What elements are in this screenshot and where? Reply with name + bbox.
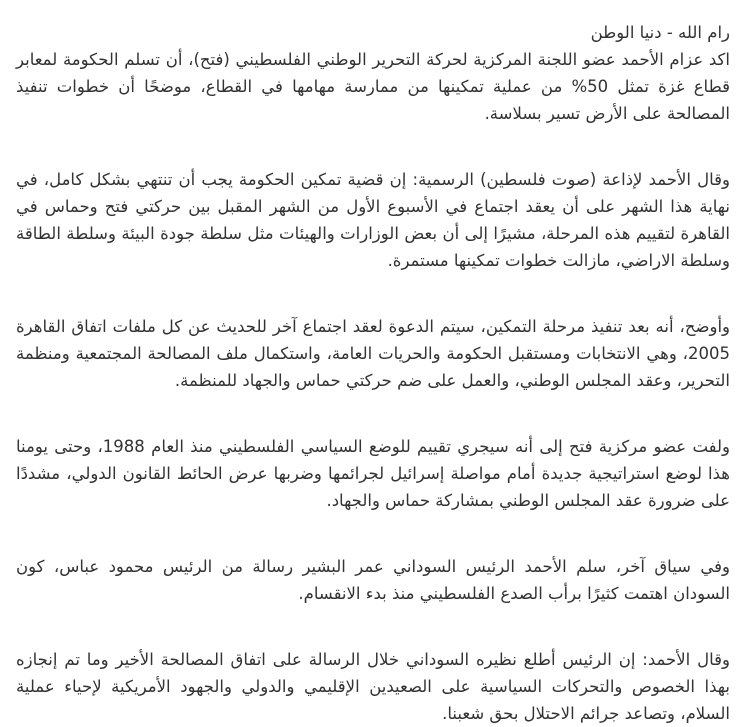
article-paragraph-2: وقال الأحمد لإذاعة (صوت فلسطين) الرسمية: إن قضية تمكين الحكومة يجب أن تنتهي بشكل كامل، في نهاية هذا الشهر على أن يعقد اجتماع في الأسبوع الأول من الشهر المقبل بين حركتي فتح وحماس في القاهرة لتقييم هذه المرحلة، مشيرًا إلى أن بعض الوزارات والهيئات مثل سلطة جودة البيئة وسلطة الطاقة وسلطة الاراضي، مازالت خطوات تمكينها مستمرة. — [16, 170, 730, 270]
article-body — [16, 20, 730, 727]
article-paragraph-5: وفي سياق آخر، سلم الأحمد الرئيس السوداني عمر البشير رسالة من الرئيس محمود عباس، كون السودان اهتمت كثيرًا برأب الصدع الفلسطيني منذ بدء الانقسام. — [16, 557, 730, 603]
article-paragraph-4: ولفت عضو مركزية فتح إلى أنه سيجري تقييم للوضع السياسي الفلسطيني منذ العام 1988، وحتى يومنا هذا لوضع استراتيجية جديدة أمام مواصلة إسرائيل لجرائمها وضربها عرض الحائط القانون الدولي، مشددًا على ضرورة عقد المجلس الوطني بمشاركة حماس والجهاد. — [16, 437, 730, 510]
article-paragraph-6: وقال الأحمد: إن الرئيس أطلع نظيره السوداني خلال الرسالة على اتفاق المصالحة الأخير وما تم إنجازه بهذا الخصوص والتحركات السياسية على الصعيدين الإقليمي والدولي والجهود الأمريكية لإحياء عملية السلام، وتصاعد جرائم الاحتلال بحق شعبنا. — [16, 650, 730, 723]
article-dateline: رام الله - دنيا الوطن — [590, 23, 730, 42]
article-paragraph-1: اكد عزام الأحمد عضو اللجنة المركزية لحركة التحرير الوطني الفلسطيني (فتح)، أن تسلم الحكومة لمعابر قطاع غزة تمثل 50% من عملية تمكينها من ممارسة مهامها في القطاع، موضحًا أن خطوات تنفيذ المصالحة على الأرض تسير بسلاسة. — [16, 50, 730, 123]
article-paragraph-3: وأوضح، أنه بعد تنفيذ مرحلة التمكين، سيتم الدعوة لعقد اجتماع آخر للحديث عن كل ملفات اتفاق القاهرة 2005، وهي الانتخابات ومستقبل الحكومة والحريات العامة، واستكمال ملف المصالحة المجتمعية ومنظمة التحرير، وعقد المجلس الوطني، والعمل على ضم حركتي حماس والجهاد للمنظمة. — [16, 317, 730, 390]
